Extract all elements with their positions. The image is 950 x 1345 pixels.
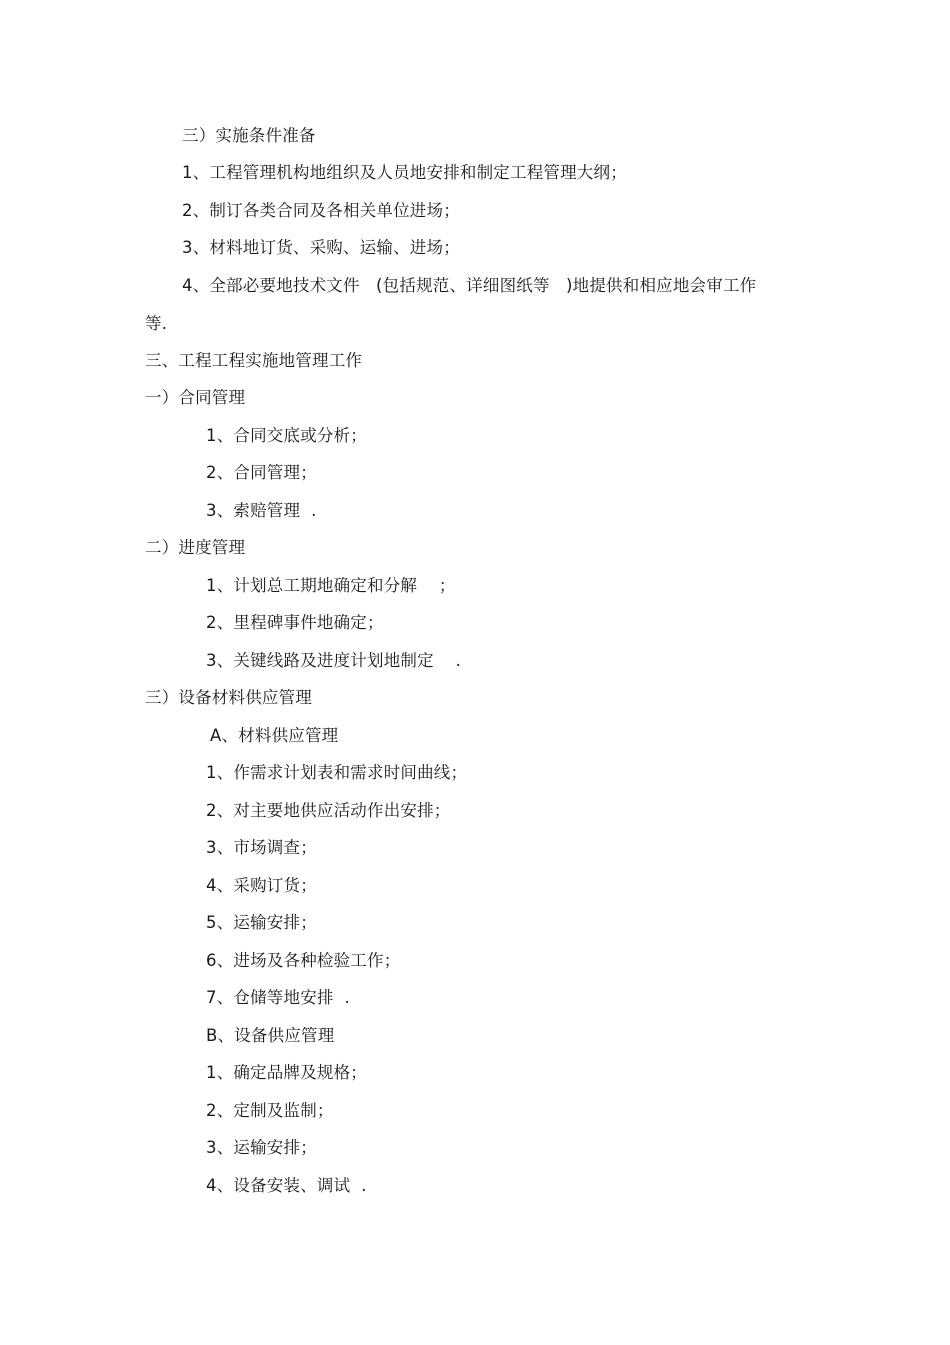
list-item: 1、合同交底或分析； xyxy=(206,426,367,445)
list-item: 2、里程碑事件地确定； xyxy=(206,613,384,632)
subsection-heading-schedule: 二）进度管理 xyxy=(145,538,246,557)
list-item: 3、关键线路及进度计划地制定 . xyxy=(206,651,462,670)
list-item: 2、制订各类合同及各相关单位进场； xyxy=(182,201,460,220)
list-item: 1、作需求计划表和需求时间曲线； xyxy=(206,763,468,782)
list-item: 2、合同管理； xyxy=(206,463,317,482)
list-item: 1、计划总工期地确定和分解 ； xyxy=(206,576,456,595)
list-item: 4、采购订货； xyxy=(206,876,317,895)
list-item: 1、确定品牌及规格； xyxy=(206,1063,367,1082)
list-item: 3、索赔管理 . xyxy=(206,501,317,520)
subsection-heading-supply: 三）设备材料供应管理 xyxy=(145,688,312,707)
list-item: 3、运输安排； xyxy=(206,1138,317,1157)
section-heading-project-management: 三、工程工程实施地管理工作 xyxy=(145,351,363,370)
list-item: 3、市场调查； xyxy=(206,838,317,857)
list-item: 6、进场及各种检验工作； xyxy=(206,951,401,970)
list-item: 7、仓储等地安排 . xyxy=(206,988,350,1007)
list-item: 5、运输安排； xyxy=(206,913,317,932)
sub-heading-material-supply: A、材料供应管理 xyxy=(210,726,339,745)
list-item: 1、工程管理机构地组织及人员地安排和制定工程管理大纲； xyxy=(182,163,627,182)
list-item: 2、对主要地供应活动作出安排； xyxy=(206,801,451,820)
list-item: 2、定制及监制； xyxy=(206,1101,334,1120)
sub-heading-equipment-supply: B、设备供应管理 xyxy=(206,1026,335,1045)
list-item: 4、全部必要地技术文件 (包括规范、详细图纸等 )地提供和相应地会审工作 xyxy=(182,276,757,295)
list-item: 3、材料地订货、采购、运输、进场； xyxy=(182,238,460,257)
list-item: 4、设备安装、调试 . xyxy=(206,1176,367,1195)
list-item-continuation: 等. xyxy=(145,314,168,333)
section-heading-implementation-prep: 三）实施条件准备 xyxy=(182,126,316,145)
subsection-heading-contract: 一）合同管理 xyxy=(145,388,246,407)
